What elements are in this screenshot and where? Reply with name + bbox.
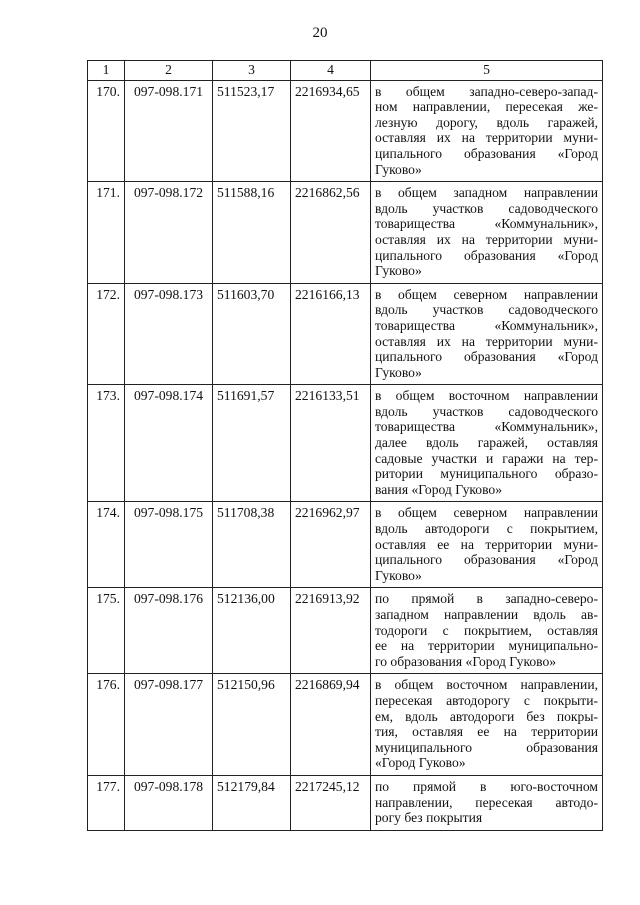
- row-number: 174.: [88, 502, 125, 588]
- description-line: пересекая автодорогу с покрыти-: [375, 692, 598, 708]
- header-row: [88, 61, 603, 81]
- description-line: западном направлении вдоль ав-: [375, 607, 598, 622]
- description: [371, 588, 603, 674]
- description-line: оставляя их на территории муни-: [375, 130, 598, 146]
- table-row: [88, 775, 603, 830]
- description-line: ее на территории муниципально-: [375, 638, 598, 654]
- description-line: ритории муниципального образо-: [375, 466, 598, 482]
- page-number: 20: [312, 25, 328, 41]
- coord-x: 511691,57: [213, 385, 291, 502]
- coord-y: 2216166,13: [291, 283, 371, 385]
- row-number: 170.: [88, 80, 125, 182]
- header-col-1: 1: [88, 61, 125, 81]
- row-number: 173.: [88, 385, 125, 502]
- coord-y: 2216913,92: [291, 588, 371, 674]
- boundary-table: [87, 60, 603, 831]
- row-number: 172.: [88, 283, 125, 385]
- description-line: ципального образования «Город: [375, 349, 598, 365]
- coord-x: 511588,16: [213, 182, 291, 284]
- description-line: направлении, пересекая автодо-: [375, 794, 598, 810]
- description-line: вания «Город Гуково»: [375, 481, 503, 497]
- row-number: 175.: [88, 588, 125, 674]
- description-line: ем, вдоль автодороги без покры-: [375, 708, 598, 724]
- description-line: Гуково»: [375, 263, 422, 279]
- description-line: «Город Гуково»: [375, 755, 466, 771]
- description: [371, 674, 603, 776]
- coord-x: 512179,84: [213, 775, 291, 830]
- description-line: Гуково»: [375, 161, 422, 177]
- description-line: тия, оставляя ее на территории: [375, 724, 598, 740]
- table-row: [88, 588, 603, 674]
- description-line: в общем восточном направлении,: [375, 677, 598, 693]
- description-line: в общем восточном направлении: [375, 388, 598, 404]
- description-line: в общем западно-северо-запад-: [375, 83, 598, 99]
- table-row: [88, 283, 603, 385]
- coord-y: 2216133,51: [291, 385, 371, 502]
- description: [371, 283, 603, 385]
- description-line: тодороги с покрытием, оставляя: [375, 622, 598, 638]
- point-id: 097-098.173: [125, 283, 213, 385]
- header-col-2: 2: [125, 61, 213, 81]
- description-line: оставляя их на территории муни-: [375, 231, 598, 247]
- description-line: далее вдоль гаражей, оставляя: [375, 435, 598, 451]
- coord-x: 511523,17: [213, 80, 291, 182]
- description-line: по прямой в юго-восточном: [375, 778, 598, 794]
- coord-y: 2216962,97: [291, 502, 371, 588]
- description-line: товарищества «Коммунальник»,: [375, 216, 598, 232]
- point-id: 097-098.178: [125, 775, 213, 830]
- description-line: Гуково»: [375, 567, 422, 583]
- row-number: 171.: [88, 182, 125, 284]
- point-id: 097-098.177: [125, 674, 213, 776]
- header-col-5: 5: [371, 61, 603, 81]
- description-line: Гуково»: [375, 364, 422, 380]
- description-line: ном направлении, пересекая же-: [375, 99, 598, 115]
- description: [371, 775, 603, 830]
- point-id: 097-098.172: [125, 182, 213, 284]
- description-line: в общем северном направлении: [375, 505, 598, 521]
- row-number: 177.: [88, 775, 125, 830]
- point-id: 097-098.176: [125, 588, 213, 674]
- description-line: вдоль участков садоводческого: [375, 302, 598, 318]
- description: [371, 385, 603, 502]
- description-line: оставляя ее на территории муни-: [375, 536, 598, 552]
- description-line: вдоль участков садоводческого: [375, 403, 598, 419]
- description-line: в общем западном направлении: [375, 185, 598, 201]
- point-id: 097-098.174: [125, 385, 213, 502]
- row-number: 176.: [88, 674, 125, 776]
- coord-y: 2216869,94: [291, 674, 371, 776]
- description-line: товарищества «Коммунальник»,: [375, 419, 598, 435]
- description: [371, 80, 603, 182]
- description-line: ципального образования «Город: [375, 552, 598, 568]
- table-body: [88, 80, 603, 830]
- description-line: в общем северном направлении: [375, 286, 598, 302]
- table-row: [88, 674, 603, 776]
- description-line: муниципального образования: [375, 739, 598, 755]
- description-line: вдоль участков садоводческого: [375, 200, 598, 216]
- coord-x: 512150,96: [213, 674, 291, 776]
- table-row: [88, 80, 603, 182]
- description-line: ципального образования «Город: [375, 247, 598, 263]
- coord-x: 511603,70: [213, 283, 291, 385]
- point-id: 097-098.171: [125, 80, 213, 182]
- description-line: го образования «Город Гуково»: [375, 653, 557, 669]
- coord-y: 2217245,12: [291, 775, 371, 830]
- table-header: [88, 61, 603, 81]
- header-col-4: 4: [291, 61, 371, 81]
- coord-x: 512136,00: [213, 588, 291, 674]
- description-line: оставляя их на территории муни-: [375, 333, 598, 349]
- table-row: [88, 182, 603, 284]
- description-line: ципального образования «Город: [375, 145, 598, 161]
- description-line: товарищества «Коммунальник»,: [375, 317, 598, 333]
- coord-y: 2216934,65: [291, 80, 371, 182]
- header-col-3: 3: [213, 61, 291, 81]
- description-line: по прямой в западно-северо-: [375, 591, 598, 607]
- coord-x: 511708,38: [213, 502, 291, 588]
- description-line: рогу без покрытия: [375, 810, 483, 826]
- table-row: [88, 385, 603, 502]
- table-row: [88, 502, 603, 588]
- description: [371, 182, 603, 284]
- description-line: вдоль автодороги с покрытием,: [375, 521, 598, 537]
- description-line: садовые участки и гаражи на тер-: [375, 450, 598, 466]
- description-line: лезную дорогу, вдоль гаражей,: [375, 114, 598, 130]
- point-id: 097-098.175: [125, 502, 213, 588]
- coord-y: 2216862,56: [291, 182, 371, 284]
- description: [371, 502, 603, 588]
